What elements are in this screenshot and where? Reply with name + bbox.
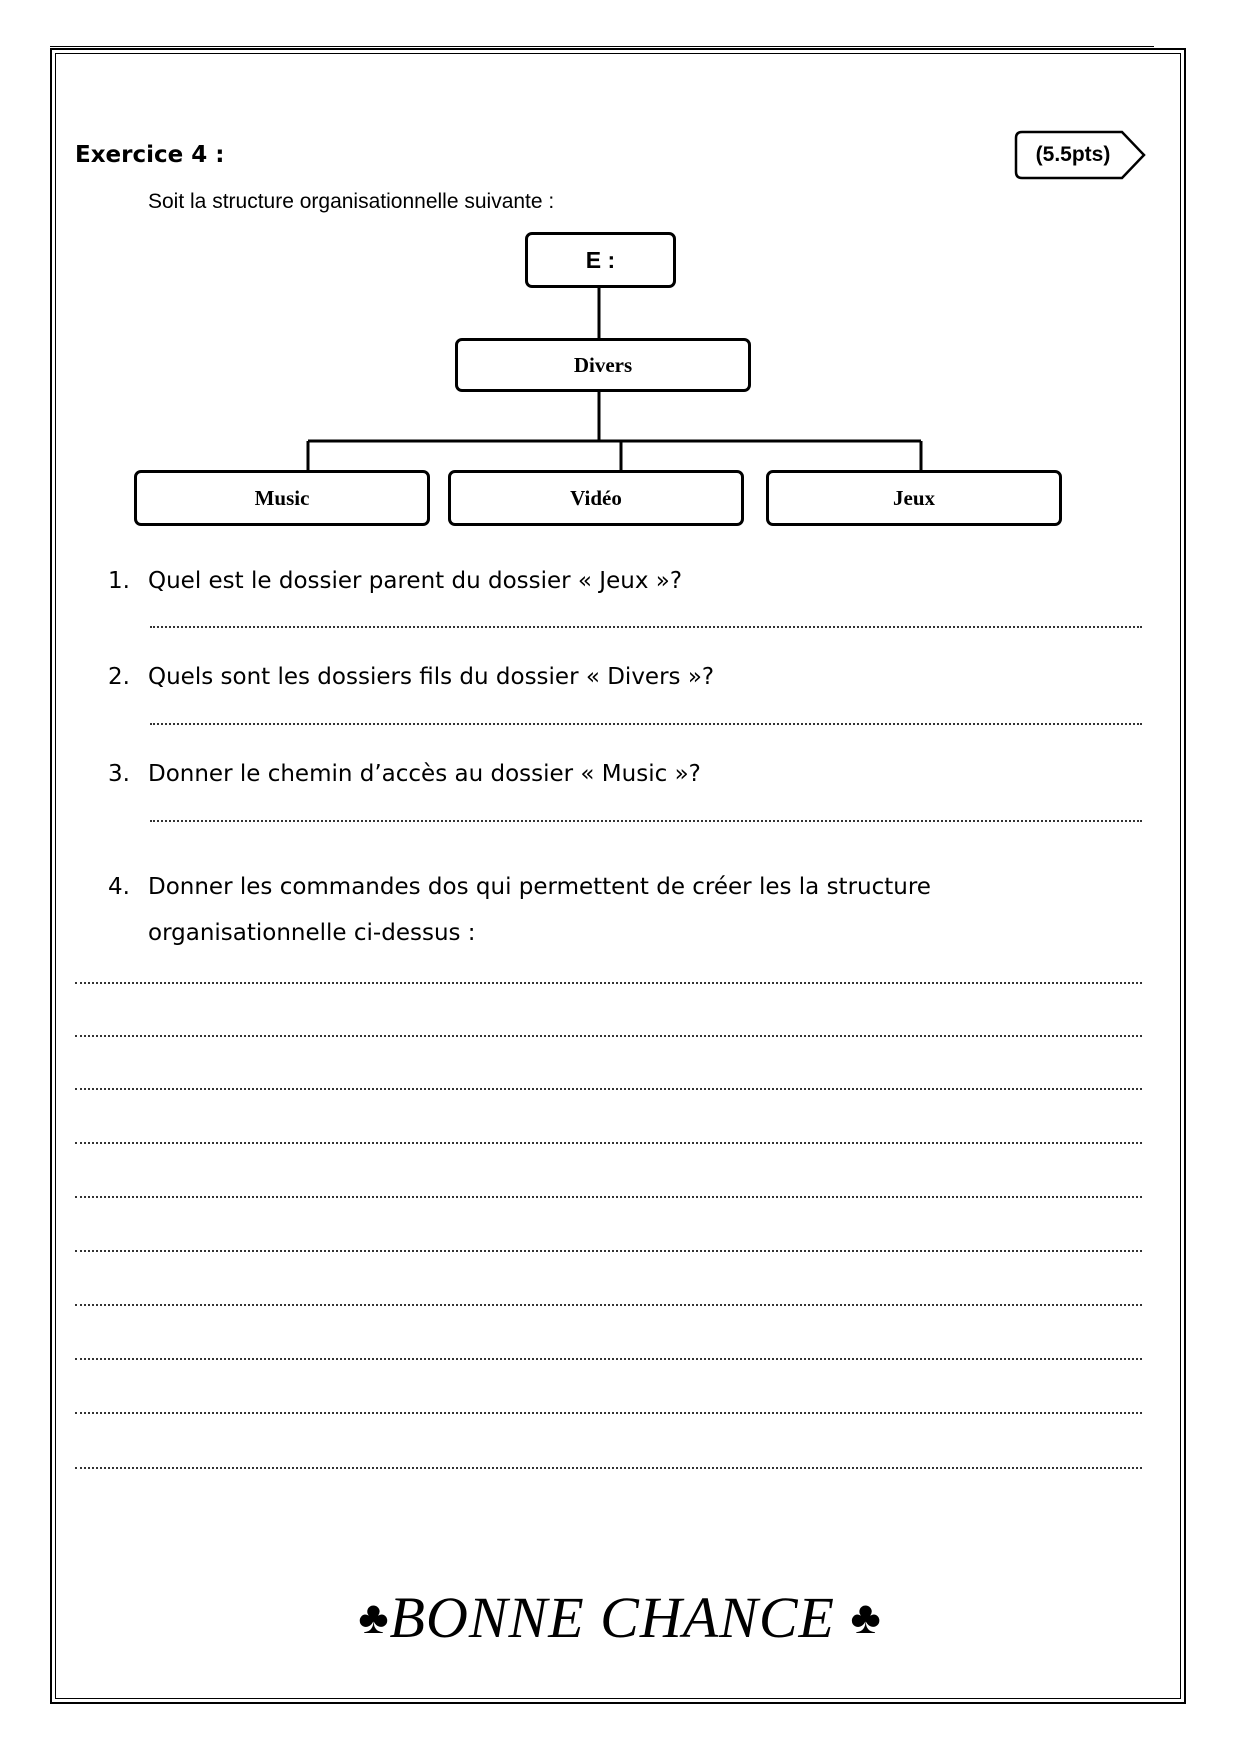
question-4 [108, 874, 931, 900]
question-number: 4. [108, 874, 130, 900]
answer-line[interactable] [75, 982, 1142, 984]
closing-message [0, 1584, 1240, 1651]
question-3 [108, 761, 701, 787]
tree-node-divers: Divers [455, 338, 751, 392]
answer-line[interactable] [75, 1467, 1142, 1469]
club-icon: ♣ [358, 1592, 390, 1643]
question-number: 3. [108, 761, 130, 787]
question-text: Donner les commandes dos qui permettent de créer les la structure [148, 874, 931, 900]
tree-node-music: Music [134, 470, 430, 526]
points-label: (5.5pts) [1035, 143, 1111, 166]
question-number: 2. [108, 664, 130, 690]
tree-node-video: Vidéo [448, 470, 744, 526]
answer-line[interactable] [75, 1250, 1142, 1252]
question-text: Donner le chemin d’accès au dossier « Music »? [148, 761, 701, 787]
answer-line[interactable] [150, 820, 1142, 822]
exercise-title: Exercice 4 : [75, 142, 225, 168]
answer-line[interactable] [75, 1088, 1142, 1090]
answer-line[interactable] [75, 1142, 1142, 1144]
question-text: Quel est le dossier parent du dossier « Jeux »? [148, 568, 683, 594]
question-1 [108, 568, 682, 594]
question-4-continuation: organisationnelle ci-dessus : [148, 920, 476, 946]
tree-node-jeux: Jeux [766, 470, 1062, 526]
answer-line[interactable] [150, 626, 1142, 628]
exercise-intro: Soit la structure organisationnelle suivante : [148, 190, 555, 213]
tree-node-root: E : [525, 232, 676, 288]
answer-line[interactable] [150, 723, 1142, 725]
answer-line[interactable] [75, 1304, 1142, 1306]
question-2 [108, 664, 714, 690]
answer-line[interactable] [75, 1358, 1142, 1360]
answer-line[interactable] [75, 1035, 1142, 1037]
club-icon: ♣ [850, 1592, 882, 1643]
question-number: 1. [108, 568, 130, 594]
answer-line[interactable] [75, 1196, 1142, 1198]
answer-line[interactable] [75, 1412, 1142, 1414]
closing-text: BONNE CHANCE [389, 1585, 835, 1650]
question-text: Quels sont les dossiers fils du dossier « Divers »? [148, 664, 715, 690]
